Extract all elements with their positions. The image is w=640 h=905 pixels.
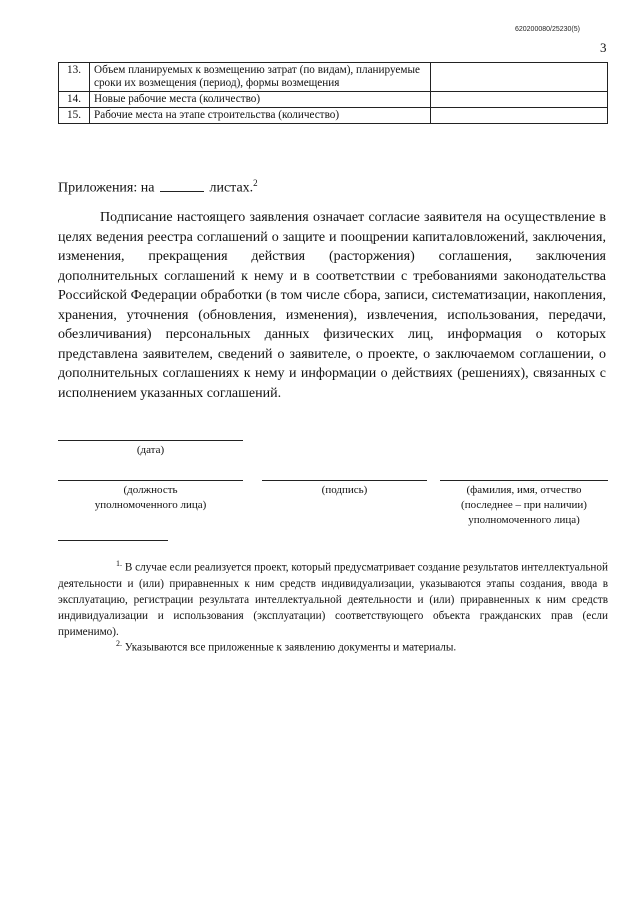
footnote-1 bbox=[58, 556, 608, 640]
table-row bbox=[59, 92, 608, 108]
position-label bbox=[58, 483, 243, 513]
footnote-2 bbox=[58, 636, 608, 656]
name-label bbox=[436, 483, 612, 528]
footnote-divider bbox=[58, 540, 168, 541]
date-line bbox=[58, 440, 243, 441]
attachments-prefix: Приложения: на bbox=[58, 180, 155, 196]
row-number: 13. bbox=[59, 63, 90, 92]
sheet-count-blank bbox=[160, 181, 204, 192]
footnote-ref: 2 bbox=[253, 178, 258, 188]
page-number: 3 bbox=[600, 40, 607, 55]
document-code: 620200080/25230(5) bbox=[514, 26, 580, 33]
position-line bbox=[58, 480, 243, 481]
row-text: Новые рабочие места (количество) bbox=[90, 92, 431, 108]
attachments-line bbox=[58, 178, 258, 197]
table-row bbox=[59, 108, 608, 124]
attachments-suffix: листах. bbox=[209, 180, 254, 196]
row-value bbox=[431, 108, 608, 124]
name-label-line-2: (последнее – при наличии) bbox=[461, 499, 587, 511]
position-label-line-1: (должность bbox=[123, 484, 178, 496]
row-value bbox=[431, 92, 608, 108]
row-value bbox=[431, 63, 608, 92]
consent-paragraph: Подписание настоящего заявления означает согласие заявителя на осуществление в целях ведения реестра соглашений о защите и поощрении капиталовложений, заключения, изменения, прекращения действия (расторжения) соглашения, заключения дополнительных соглашений к нему и в соответствии с требованиями законодательства Российской Федерации обработки (в том числе сбора, записи, систематизации, накопления, хранения, уточнения (обновления, изменения), извлечения, использования, передачи, обезличивания) персональных данных физических лиц, информация о которых представлена заявителем, сведений о заявителе, о проекте, о заключаемом соглашении, о дополнительных соглашениях к нему и информации о действиях (решениях), связанных с исполнением указанных соглашений. bbox=[58, 210, 606, 401]
footnote-text: В случае если реализуется проект, который предусматривает создание результатов интеллектуальной деятельности и (или) приравненных к ним средств индивидуализации, указываются этапы создания, ввода в эксплуатацию, регистрации результата интеллектуальной деятельности и (или) приравненных к ним средств индивидуализации и использования (эксплуатации) соответствующего объекта гражданских прав (если применимо). bbox=[58, 561, 608, 638]
footnote-mark: 2. bbox=[116, 639, 122, 648]
row-text: Объем планируемых к возмещению затрат (по видам), планируемые сроки их возмещения (период), формы возмещения bbox=[90, 63, 431, 92]
name-line bbox=[440, 480, 608, 481]
name-label-line-3: уполномоченного лица) bbox=[468, 514, 580, 526]
footnote-text: Указываются все приложенные к заявлению документы и материалы. bbox=[124, 641, 457, 654]
row-text: Рабочие места на этапе строительства (количество) bbox=[90, 108, 431, 124]
items-table bbox=[58, 62, 608, 124]
signature-line bbox=[262, 480, 427, 481]
signature-label: (подпись) bbox=[321, 484, 368, 496]
footnote-mark: 1. bbox=[116, 559, 122, 568]
row-number: 15. bbox=[59, 108, 90, 124]
row-number: 14. bbox=[59, 92, 90, 108]
name-label-line-1: (фамилия, имя, отчество bbox=[466, 484, 582, 496]
position-label-line-2: уполномоченного лица) bbox=[94, 499, 207, 511]
table-row bbox=[59, 63, 608, 92]
date-label: (дата) bbox=[136, 444, 165, 456]
